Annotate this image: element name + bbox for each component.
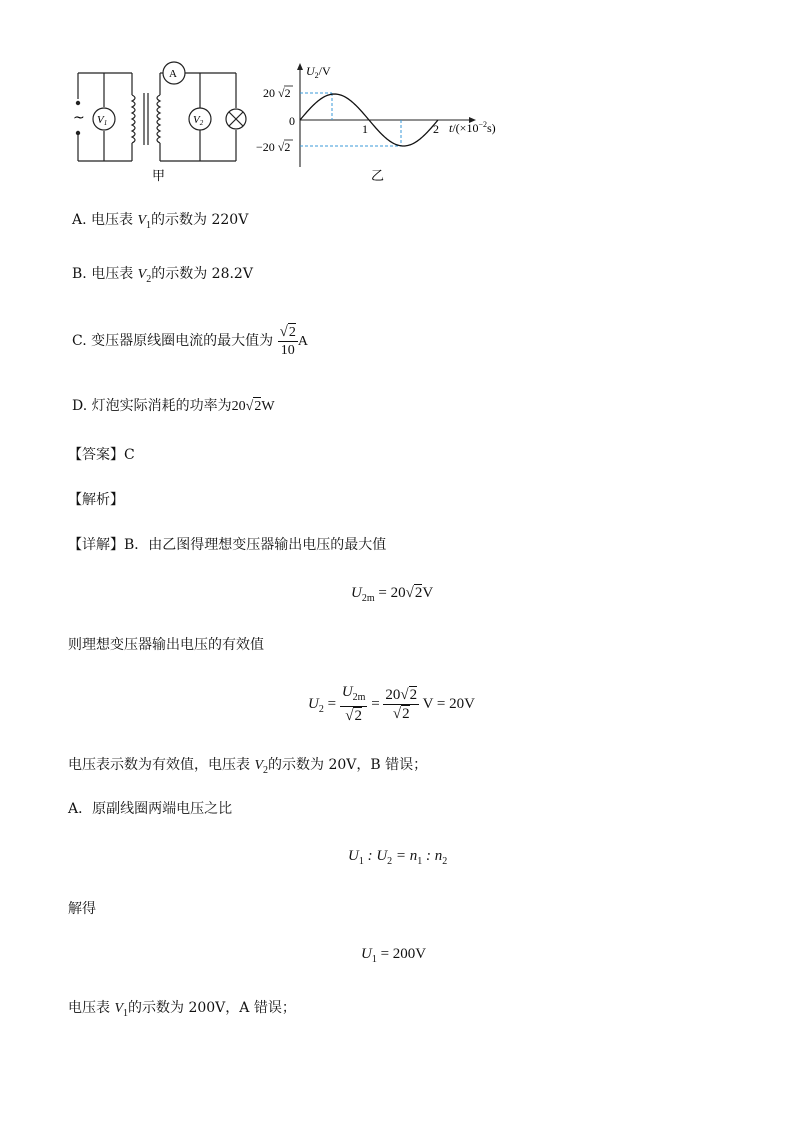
detail-line-4: A．原副线圈两端电压之比 — [68, 801, 233, 817]
ammeter-label: A — [169, 68, 177, 80]
x-tick-1: 1 — [362, 122, 368, 136]
detail-line-5: 解得 — [68, 901, 96, 917]
ac-source-symbol: ~ — [73, 110, 85, 126]
x-axis-label: $t/(\times 10^{-2}s)$ — [449, 120, 496, 135]
detail-line-6: 电压表 $V_1$的示数为 200V，A 错误； — [68, 1000, 296, 1019]
origin-label: 0 — [289, 114, 295, 128]
option-b: B. 电压表 $V_2$的示数为 28.2V — [72, 266, 253, 285]
detail-line-2: 则理想变压器输出电压的有效值 — [68, 637, 264, 653]
physics-figure — [60, 55, 520, 195]
circuit-caption-jia: 甲 — [152, 169, 166, 184]
voltmeter-v1-label: V1 — [97, 114, 108, 127]
equation-u2-rms: $U_2$ = $\frac{U_{2m}}{√2}$ = $\frac{20√2}{√2}$ V = 20V — [308, 684, 475, 724]
y-min-label: −20 √2 — [256, 140, 291, 154]
option-d: D. 灯泡实际消耗的功率为20√2W — [72, 398, 275, 414]
equation-u2m: $U_{2m} = 20√2V$ — [351, 585, 434, 604]
equation-u1: $U_1 = 200V$ — [361, 946, 427, 965]
option-c: C. 变压器原线圈电流的最大值为 $\frac{√2}{10}$ A — [72, 324, 308, 358]
voltage-time-graph — [297, 63, 476, 167]
option-a: A. 电压表 $V_1$的示数为 220V — [72, 212, 249, 231]
y-max-label: 20 √2 — [263, 86, 291, 100]
graph-caption-yi: 乙 — [371, 169, 385, 184]
detail-line-1: 【详解】B．由乙图得理想变压器输出电压的最大值 — [68, 537, 387, 553]
y-axis-label: $U_2/V$ — [306, 64, 331, 80]
option-c-fraction: $\frac{√2}{10}$ — [279, 324, 296, 358]
voltmeter-v2-label: V2 — [193, 114, 204, 127]
detail-line-3: 电压表示数为有效值，电压表 $V_2$的示数为 20V，B 错误； — [68, 757, 428, 776]
answer-line: 【答案】C — [68, 447, 135, 463]
x-tick-2: 2 — [433, 122, 439, 136]
analysis-label: 【解析】 — [68, 492, 124, 508]
circuit-diagram — [76, 62, 246, 161]
equation-turns-ratio: $U_1$ : $U_2 = n_1$ : $n_2$ — [348, 848, 448, 867]
